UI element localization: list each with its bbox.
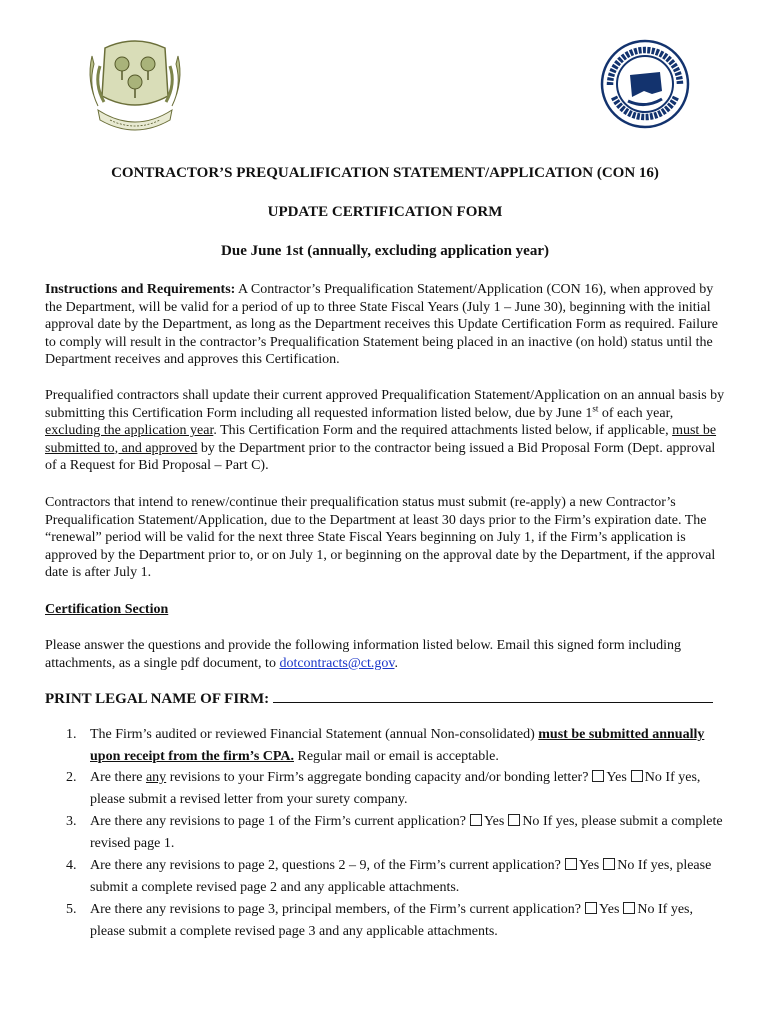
yes-checkbox[interactable] [585, 902, 597, 914]
update-text-underline-2: must be submitted to, and approved [45, 423, 717, 456]
certification-heading-text: Certification Section [45, 602, 169, 617]
update-text-a: Prequalified contractors shall update their current approved Prequalification Statement/Application on an annual basis by submitting this Certification Form including all requested information listed below, due by June 1 [45, 388, 725, 421]
item-text-underline: any [145, 770, 167, 785]
yes-label: Yes [483, 814, 505, 829]
firm-name-row [45, 688, 725, 708]
item-text-c: If yes, please submit a complete revised page 3 and any applicable attachments. [90, 902, 694, 939]
certification-heading [45, 601, 725, 619]
certification-text: Please answer the questions and provide the following information listed below. Email this signed form including attachments, as a single pdf document, to [45, 638, 681, 671]
item-text [90, 855, 730, 899]
no-checkbox[interactable] [631, 770, 643, 782]
update-text-b: of each year, [598, 405, 674, 421]
certification-instructions [45, 637, 725, 672]
no-label: No [617, 858, 635, 873]
no-checkbox[interactable] [508, 814, 520, 826]
yes-label: Yes [599, 902, 620, 917]
item-text [90, 811, 730, 855]
update-text-sup: st [592, 402, 599, 413]
yes-label: Yes [578, 858, 600, 873]
yes-label: Yes [606, 770, 627, 785]
instructions-text: A Contractor’s Prequalification Statement/Application (CON 16), when approved by the Department, will be valid for a period of up to three State Fiscal Years (July 1 – June 30), beginning with the initial approval date by the Department, as long as the Department receives this Update Certification Form as required. Failure to comply will result in the contractor’s Prequalification Statement being placed in an inactive (on hold) status until the Department receives and approves this Certification. [45, 282, 718, 367]
item-text-a: Are there any revisions to page 3, principal members, of the Firm’s current application? [90, 902, 582, 917]
email-link[interactable]: dotcontracts@ct.gov [279, 655, 395, 671]
certification-text-end: . [394, 655, 398, 671]
yes-checkbox[interactable] [565, 858, 577, 870]
no-checkbox[interactable] [603, 858, 615, 870]
firm-name-field[interactable] [273, 688, 713, 703]
update-requirements-paragraph [45, 387, 725, 475]
item-text-bold: must be submitted annually upon receipt from the firm’s CPA. [90, 727, 705, 764]
item-text-c: If yes, please submit a complete revised page 2 and any applicable attachments. [90, 858, 712, 895]
yes-checkbox[interactable] [470, 814, 482, 826]
item-text-b: revisions to your Firm’s aggregate bonding capacity and/or bonding letter? [166, 770, 589, 785]
item-number: 1. [66, 727, 77, 742]
item-text-a: Are there any revisions to page 1 of the Firm’s current application? [90, 814, 466, 829]
item-text [90, 724, 730, 768]
no-checkbox[interactable] [623, 902, 635, 914]
instructions-label: Instructions and Requirements: [45, 282, 236, 297]
form-title: CONTRACTOR’S PREQUALIFICATION STATEMENT/APPLICATION (CON 16) [111, 165, 659, 181]
no-label: No [644, 770, 662, 785]
item-text [90, 767, 730, 811]
form-subtitle: UPDATE CERTIFICATION FORM [267, 204, 503, 220]
due-date-heading: Due June 1st (annually, excluding application year) [221, 243, 549, 259]
item-number: 3. [66, 814, 77, 829]
item-text-a: The Firm’s audited or reviewed Financial Statement (annual Non-consolidated) [90, 727, 539, 742]
instructions-paragraph [45, 281, 725, 369]
update-text-c: . This Certification Form and the required attachments listed below, if applicable, [213, 423, 673, 438]
item-number: 2. [66, 770, 77, 785]
item-text-c: If yes, please submit a revised letter from your surety company. [90, 770, 701, 807]
ct-dot-logo-icon [600, 39, 690, 129]
item-text [90, 899, 730, 943]
item-text-a: Are there any revisions to page 2, questions 2 – 9, of the Firm’s current application? [90, 858, 561, 873]
firm-name-label: PRINT LEGAL NAME OF FIRM: [45, 691, 270, 707]
no-label: No [522, 814, 540, 829]
update-text-d: by the Department prior to the contractor being issued a Bid Proposal Form (Dept. approval of a Request for Bid Proposal – Part C). [45, 440, 716, 473]
yes-checkbox[interactable] [592, 770, 604, 782]
renewal-paragraph: Contractors that intend to renew/continue their prequalification status must submit (re-apply) a new Contractor’s Prequalification Statement/Application, due to the Department at least 30 days prior to the Firm’s expiration date. The “renewal” period will be valid for the next three State Fiscal Years beginning on July 1, if the Firm’s application is approved by the Department prior to, or on July 1, or beginning on the approval date by the Department, if the approval date is after July 1. [45, 495, 716, 580]
connecticut-seal-icon [80, 36, 190, 140]
item-text-a: Are there [90, 770, 146, 785]
item-number: 4. [66, 858, 77, 873]
item-number: 5. [66, 902, 77, 917]
no-label: No [637, 902, 655, 917]
item-text-c: Regular mail or email is acceptable. [294, 749, 499, 764]
item-text-c: If yes, please submit a complete revised page 1. [90, 814, 723, 851]
update-text-underline-1: excluding the application year [45, 423, 214, 438]
